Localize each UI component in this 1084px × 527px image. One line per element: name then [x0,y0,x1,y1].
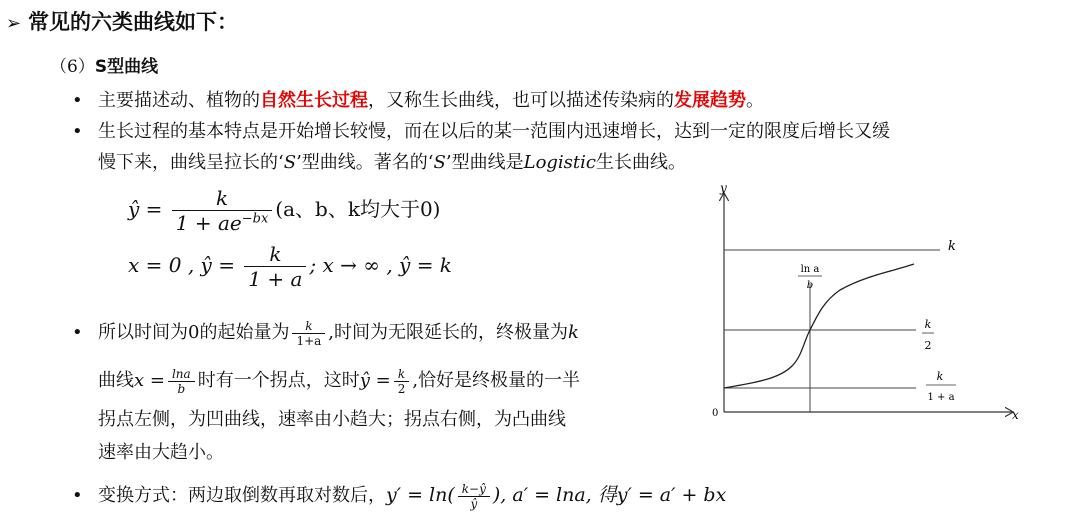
formula2-num: k [244,242,306,267]
bullet-dot: • [72,322,83,343]
bullet-3-line2 [98,366,580,396]
transform-fraction [458,482,490,511]
transform-num: k−ŷ [458,482,490,497]
bullet1-text-a: 主要描述动、植物的 [98,90,260,111]
formula1-den-exp: −bx [241,211,269,227]
bullet2-line2b: ’型曲线。著名的‘ [296,152,434,173]
formula-logistic [128,186,440,235]
bullet4-a: 变换方式：两边取倒数再取对数后， [98,485,386,506]
highlight-trend: 发展趋势 [674,90,746,111]
bullet-4 [72,480,726,511]
bullet2-line1: 生长过程的基本特点是开始增长较慢，而在以后的某一范围内迅速增长，达到一定的限度后增长又缓 [98,121,890,142]
bullet2-line2c: ’型曲线是 [445,152,524,173]
formula1-num: k [172,186,273,211]
bullet4-b2: ), a′ = lna, 得y′ = a′ + bx [492,484,727,506]
formula1-fraction [172,186,273,235]
inflect-den: b [177,381,186,396]
bullet-dot: • [72,121,83,142]
inflect-num: lna [168,367,195,382]
section-name: S型曲线 [94,57,159,77]
formula1-den-base: 1 + ae [175,211,242,235]
bullet3-line2c: ,恰好是终极量的一半 [412,370,581,391]
formula2-a: x = 0 , ŷ = [128,253,235,277]
title-text: 常见的六类曲线如下： [28,10,238,34]
bullet-3-line1 [72,318,579,348]
arrow-bullet-icon: ➢ [6,13,22,34]
s-curve-graph [700,176,1030,426]
bullet-3-line3: 拐点左侧，为凹曲线，速率由小趋大；拐点右侧，为凸曲线 [98,409,566,430]
section-heading [50,52,158,77]
bullet2-line2a: 慢下来，曲线呈拉长的‘ [98,152,284,173]
formula2-b: ; x → ∞ , ŷ = k [309,253,452,277]
bullet3-x: x = [134,370,165,391]
y-axis-label: y [720,181,727,195]
x-axis-label: x [1012,408,1019,422]
start-den-label: 1 + a [927,392,955,403]
formula2-fraction [244,242,306,291]
bullet3-y: ŷ = [359,370,391,391]
half-k-den: 2 [924,339,932,352]
bullet-2-line2 [98,148,686,174]
start-fraction [292,319,325,348]
logistic-word: Logistic [523,152,596,173]
formula-limits [128,242,452,291]
bullet2-line2d: 生长曲线。 [596,152,686,173]
bullet3-line2b: 时有一个拐点，这时 [197,370,360,391]
origin-label: 0 [712,408,719,419]
s-letter-2: S [433,152,446,173]
half-num: k [394,367,410,382]
half-k-num: k [924,318,932,331]
bullet-dot: • [72,90,83,111]
s-letter-1: S [283,152,297,173]
bullet-dot: • [72,485,83,506]
asymptote-k-label: k [948,239,956,254]
bullet-2-line1 [72,117,890,143]
section-number: （6） [50,57,95,77]
highlight-natural-growth: 自然生长过程 [260,90,368,111]
transform-den: ŷ [470,496,478,511]
half-fraction [394,367,410,396]
bullet3-b: ,时间为无限延长的，终极量为 [328,322,569,343]
formula1-lhs: ŷ = [128,197,163,221]
bullet-3-line4: 速率由大趋小。 [98,442,224,463]
bullet1-text-c: ，又称生长曲线，也可以描述传染病的 [368,90,674,111]
bullet1-text-e: 。 [746,90,764,111]
inflection-den: b [806,280,814,291]
bullet4-b1: y′ = ln( [386,484,455,506]
bullet-1 [72,86,764,112]
bullet3-line2a: 曲线 [98,370,134,391]
half-den: 2 [397,381,406,396]
inflect-fraction [168,367,195,396]
s-curve [724,264,914,388]
inflection-num: ln a [800,264,820,275]
formula2-den: 1 + a [248,267,303,291]
start-num: k [292,319,325,334]
start-num-label: k [936,370,944,383]
bullet3-k: k [568,322,579,343]
formula1-den [172,211,273,235]
page-title [6,6,238,36]
formula1-condition: (a、b、k均大于0) [275,197,441,221]
start-den: 1+a [296,333,322,348]
bullet3-a: 所以时间为0的起始量为 [98,322,290,343]
